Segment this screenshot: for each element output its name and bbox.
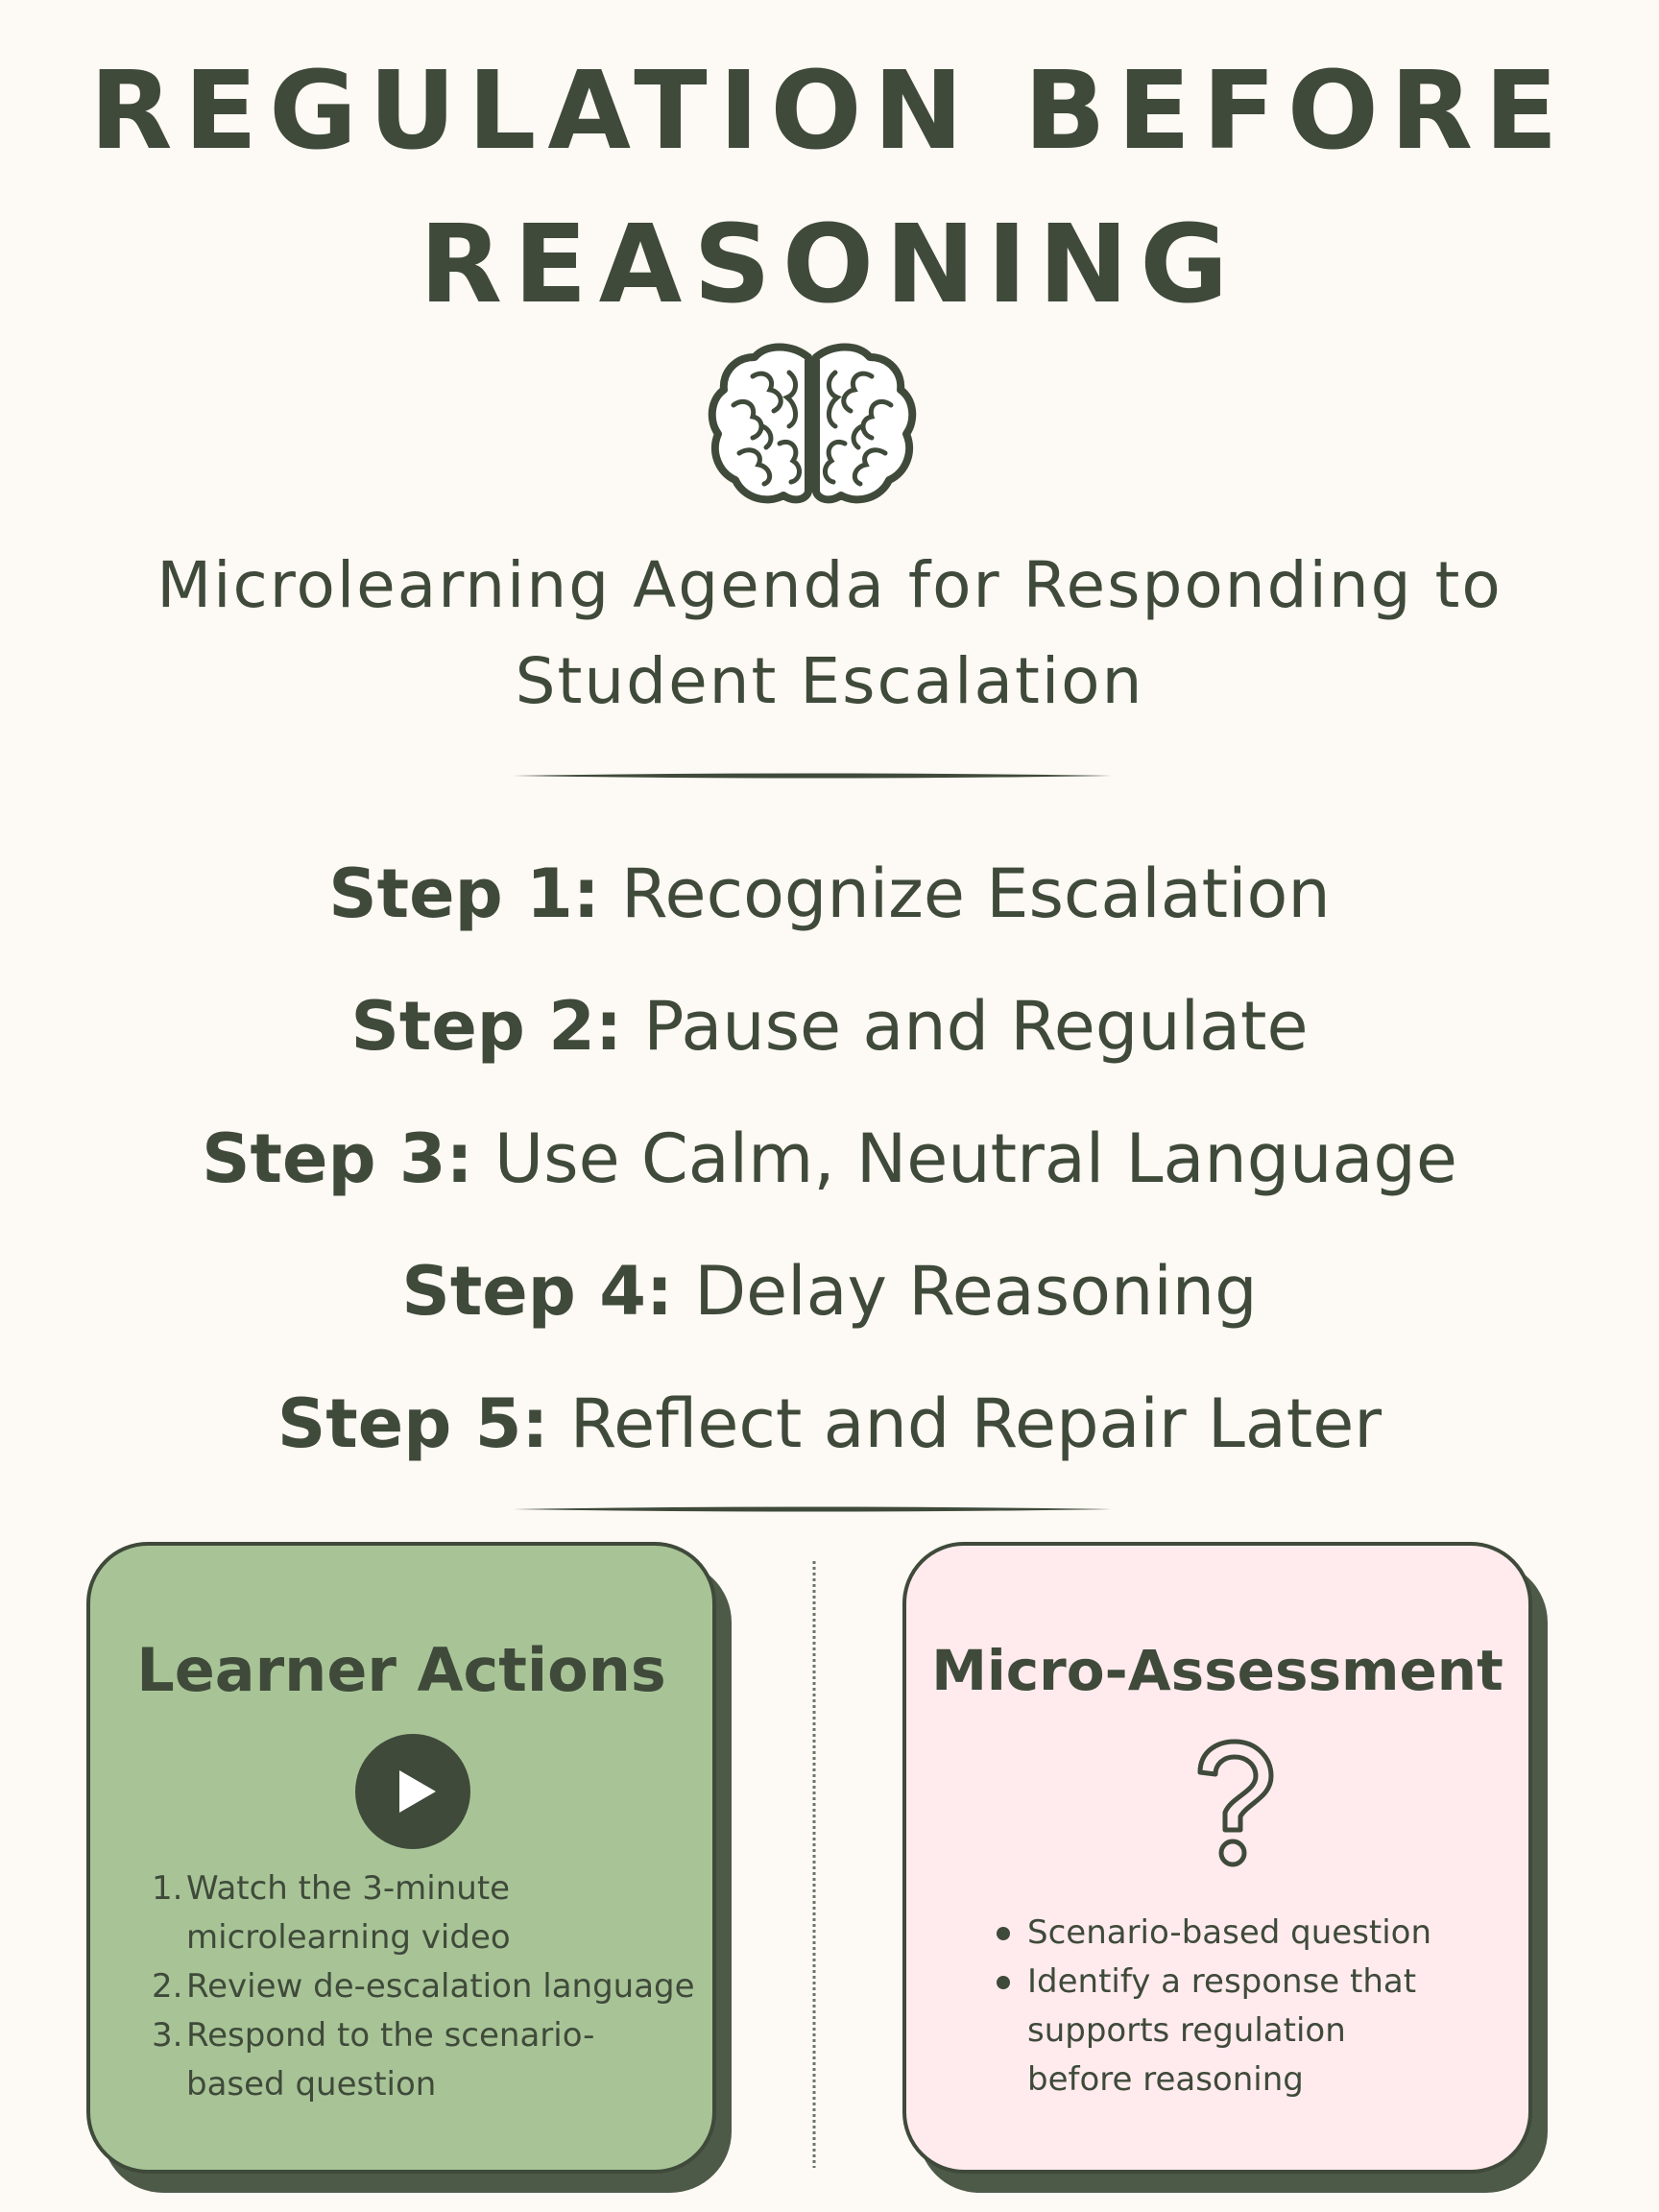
micro-assessment-2-line-3: before reasoning [1027, 2060, 1304, 2099]
learner-actions-list [152, 1864, 709, 2109]
subtitle-line-2: Student Escalation [515, 644, 1144, 718]
learner-action-1-line-1: Watch the 3-minute [186, 1869, 511, 1908]
micro-assessment-title: Micro-Assessment [931, 1638, 1503, 1703]
title-line-1: REGULATION BEFORE [89, 49, 1570, 174]
step-4 [0, 1225, 1659, 1358]
step-3-text: Use Calm, Neutral Language [493, 1119, 1457, 1198]
learner-action-item-3 [152, 2011, 709, 2109]
step-2 [0, 960, 1659, 1093]
column-divider [812, 1561, 816, 2168]
micro-assessment-2-line-2: supports regulation [1027, 2011, 1346, 2050]
micro-assessment-item-1 [993, 1909, 1511, 1958]
top-divider [513, 772, 1112, 780]
subtitle-line-1: Microlearning Agenda for Responding to [156, 548, 1503, 622]
steps-list [0, 828, 1659, 1490]
brain-icon [705, 338, 920, 511]
step-4-text: Delay Reasoning [694, 1252, 1258, 1331]
learner-action-1-line-2: microlearning video [186, 1918, 511, 1957]
step-1-text: Recognize Escalation [621, 854, 1331, 933]
learner-actions-card [86, 1542, 716, 2174]
micro-assessment-2-line-1: Identify a response that [1027, 1962, 1417, 2001]
bullet-icon [997, 1927, 1010, 1940]
step-2-text: Pause and Regulate [643, 987, 1309, 1066]
learner-action-1-number: 1. [152, 1869, 183, 1908]
micro-assessment-card [902, 1542, 1532, 2174]
learner-actions-card-face [86, 1542, 716, 2174]
step-1-label: Step 1: [328, 854, 600, 933]
learner-action-2-line-1: Review de-escalation language [186, 1967, 695, 2006]
learner-action-3-line-1: Respond to the scenario- [186, 2016, 595, 2055]
question-mark-icon [1185, 1738, 1281, 1872]
learner-action-3-line-2: based question [186, 2065, 437, 2104]
bottom-divider [513, 1505, 1112, 1513]
step-1 [0, 828, 1659, 960]
micro-assessment-card-face [902, 1542, 1532, 2174]
bullet-icon [997, 1976, 1010, 1989]
micro-assessment-item-2 [993, 1958, 1511, 2104]
step-2-label: Step 2: [350, 987, 622, 1066]
step-3 [0, 1093, 1659, 1225]
step-4-label: Step 4: [401, 1252, 673, 1331]
step-5-label: Step 5: [276, 1384, 549, 1463]
poster-title [0, 35, 1659, 342]
learner-actions-title: Learner Actions [136, 1635, 666, 1705]
title-line-2: REASONING [419, 203, 1240, 327]
micro-assessment-1-line-1: Scenario-based question [1027, 1913, 1432, 1952]
learner-action-item-1 [152, 1864, 709, 1962]
step-5 [0, 1358, 1659, 1490]
subtitle [58, 538, 1601, 730]
learner-action-3-number: 3. [152, 2016, 183, 2055]
learner-action-item-2 [152, 1962, 709, 2011]
micro-assessment-list [993, 1909, 1511, 2104]
play-icon[interactable] [355, 1734, 470, 1849]
learner-action-2-number: 2. [152, 1967, 183, 2006]
step-5-text: Reflect and Repair Later [569, 1384, 1382, 1463]
step-3-label: Step 3: [202, 1119, 473, 1198]
